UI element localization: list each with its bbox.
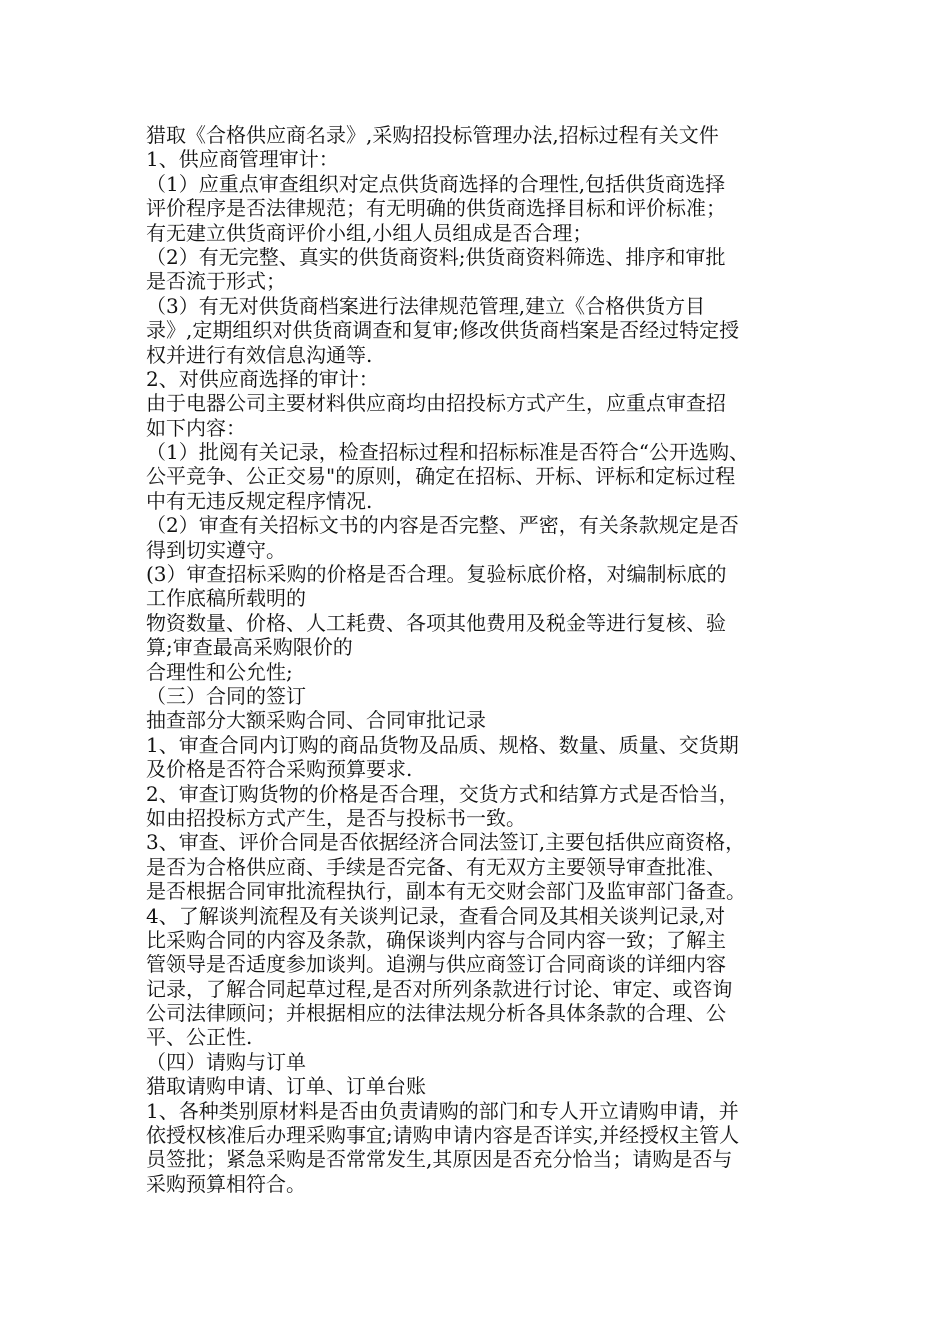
text-line: 是否流于形式；: [146, 269, 286, 294]
text-line: 平、公正性.: [146, 1025, 253, 1050]
text-line: 猎取请购申请、订单、订单台账: [146, 1074, 426, 1099]
text-line: （3）有无对供货商档案进行法律规范管理,建立《合格供货方目: [146, 293, 706, 318]
text-line: 管领导是否适度参加谈判。追溯与供应商签订合同商谈的详细内容: [146, 952, 726, 977]
text-line: (3）审查招标采购的价格是否合理。复验标底价格，对编制标底的: [146, 562, 727, 587]
text-line: 2、审查订购货物的价格是否合理，交货方式和结算方式是否恰当，: [146, 781, 739, 806]
text-line: 公司法律顾问；并根据相应的法律法规分析各具体条款的合理、公: [146, 1001, 726, 1026]
text-line: 1、供应商管理审计：: [146, 147, 339, 172]
text-line: 得到切实遵守。: [146, 537, 286, 562]
text-line: 及价格是否符合采购预算要求.: [146, 757, 413, 782]
text-line: 算;审查最高采购限价的: [146, 635, 353, 660]
text-line: 有无建立供货商评价小组,小组人员组成是否合理；: [146, 220, 593, 245]
text-line: 是否根据合同审批流程执行，副本有无交财会部门及监审部门备查。: [146, 879, 746, 904]
text-line: （四）请购与订单: [146, 1049, 306, 1074]
text-line: 是否为合格供应商、手续是否完备、有无双方主要领导审查批准、: [146, 854, 726, 879]
text-line: 抽查部分大额采购合同、合同审批记录: [146, 708, 486, 733]
document-body: [146, 123, 816, 1196]
text-line: 评价程序是否法律规范；有无明确的供货商选择目标和评价标准；: [146, 196, 726, 221]
text-line: 权并进行有效信息沟通等.: [146, 342, 373, 367]
text-line: （2）有无完整、真实的供货商资料;供货商资料筛选、排序和审批: [146, 244, 726, 269]
text-line: 4、了解谈判流程及有关谈判记录，查看合同及其相关谈判记录,对: [146, 903, 726, 928]
text-line: （三）合同的签订: [146, 683, 306, 708]
text-line: （2）审查有关招标文书的内容是否完整、严密，有关条款规定是否: [146, 513, 739, 538]
text-line: 3、审查、评价合同是否依据经济合同法签订,主要包括供应商资格，: [146, 830, 746, 855]
text-line: 如下内容：: [146, 415, 246, 440]
text-line: 记录，了解合同起草过程,是否对所列条款进行讨论、审定、或咨询: [146, 976, 733, 1001]
text-line: 员签批；紧急采购是否常常发生,其原因是否充分恰当；请购是否与: [146, 1147, 733, 1172]
text-line: 如由招投标方式产生，是否与投标书一致。: [146, 805, 526, 830]
text-line: 猎取《合格供应商名录》,采购招投标管理办法,招标过程有关文件: [146, 123, 719, 147]
text-line: 由于电器公司主要材料供应商均由招投标方式产生，应重点审查招: [146, 391, 726, 416]
text-line: 1、审查合同内订购的商品货物及品质、规格、数量、质量、交货期: [146, 732, 739, 757]
text-line: 物资数量、价格、人工耗费、各项其他费用及税金等进行复核、验: [146, 610, 726, 635]
text-line: 工作底稿所载明的: [146, 586, 306, 611]
text-line: （1）应重点审查组织对定点供货商选择的合理性,包括供货商选择: [146, 171, 726, 196]
text-line: 2、对供应商选择的审计：: [146, 366, 379, 391]
text-line: 公平竞争、公正交易"的原则，确定在招标、开标、评标和定标过程: [146, 464, 736, 489]
text-line: 比采购合同的内容及条款，确保谈判内容与合同内容一致；了解主: [146, 927, 726, 952]
text-line: 1、各种类别原材料是否由负责请购的部门和专人开立请购申请，并: [146, 1098, 739, 1123]
text-line: 依授权核准后办理采购事宜;请购申请内容是否详实,并经授权主管人: [146, 1123, 740, 1148]
text-line: 录》,定期组织对供货商调查和复审;修改供货商档案是否经过特定授: [146, 318, 740, 343]
text-line: 合理性和公允性;: [146, 659, 293, 684]
text-line: 采购预算相符合。: [146, 1171, 306, 1196]
text-line: （1）批阅有关记录，检查招标过程和招标标准是否符合“公开选购、: [146, 440, 749, 465]
text-line: 中有无违反规定程序情况.: [146, 488, 373, 513]
